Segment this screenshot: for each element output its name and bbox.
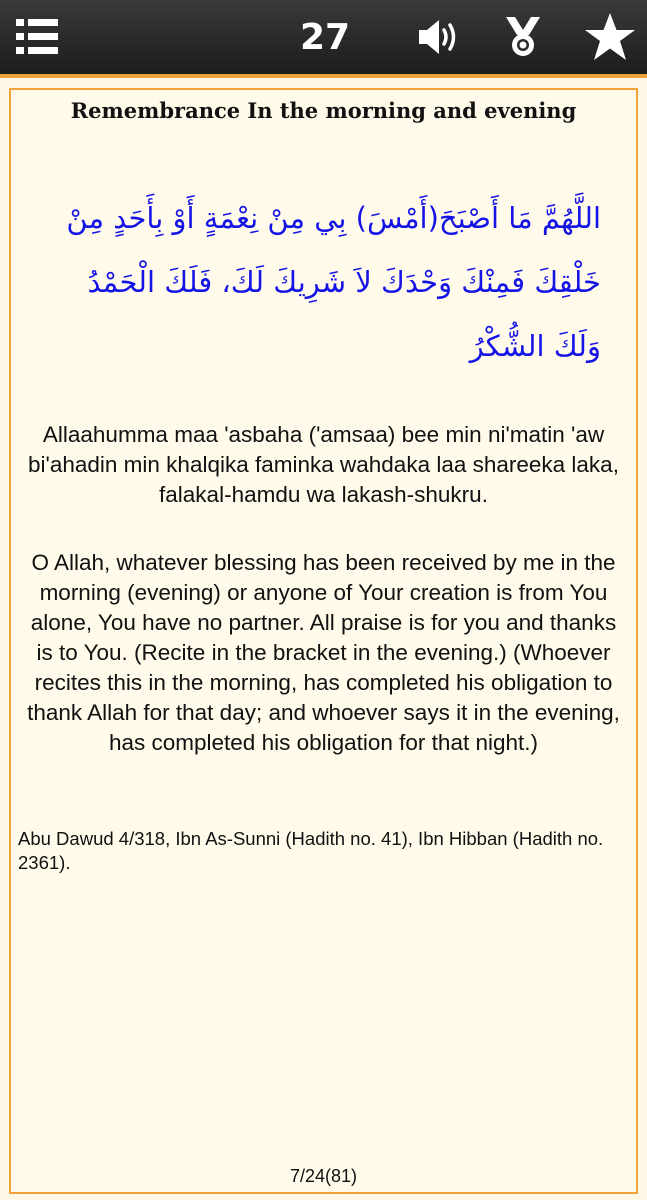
list-menu-icon (14, 15, 60, 59)
sound-button[interactable] (404, 0, 474, 74)
speaker-icon (415, 17, 463, 57)
arabic-text: اللَّهُمَّ مَا أَصْبَحَ(أَمْسَ) بِي مِنْ نِعْمَةٍ أَوْ بِأَحَدٍ مِنْ خَلْقِكَ فَمِنْكَ وَحْدَكَ لاَ شَرِيكَ لَكَ، فَلَكَ الْحَمْدُ وَلَكَ الشُّكْرُ (66, 201, 601, 363)
transliteration-text: Allaahumma maa 'asbaha ('amsaa) bee min ni'matin 'aw bi'ahadin min khalqika faminka wahdaka laa shareeka laka, falakal-hamdu wa lakash-shukru. (28, 422, 619, 507)
dua-number: 27 (299, 16, 351, 58)
menu-button[interactable] (0, 0, 74, 74)
page-indicator: 7/24(81) (289, 1166, 358, 1186)
favorite-button[interactable] (572, 0, 647, 74)
medal-button[interactable] (492, 0, 554, 74)
translation-text: O Allah, whatever blessing has been received by me in the morning (evening) or anyone of Your creation is from You alone, You have no partner. All praise is for you and thanks is to You. (Recite in the bracket in the evening.) (Whoever recites this in the morning, has completed his obligation to thank Allah for that day; and whoever says it in the evening, has completed his obligation for that night.) (27, 550, 620, 755)
star-icon (583, 11, 637, 63)
dua-title: Remembrance In the morning and evening (70, 98, 577, 123)
top-toolbar (0, 0, 647, 78)
medal-icon (503, 14, 543, 60)
dua-card (9, 88, 638, 1194)
reference-text: Abu Dawud 4/318, Ibn As-Sunni (Hadith no. 41), Ibn Hibban (Hadith no. 2361). (18, 828, 604, 873)
